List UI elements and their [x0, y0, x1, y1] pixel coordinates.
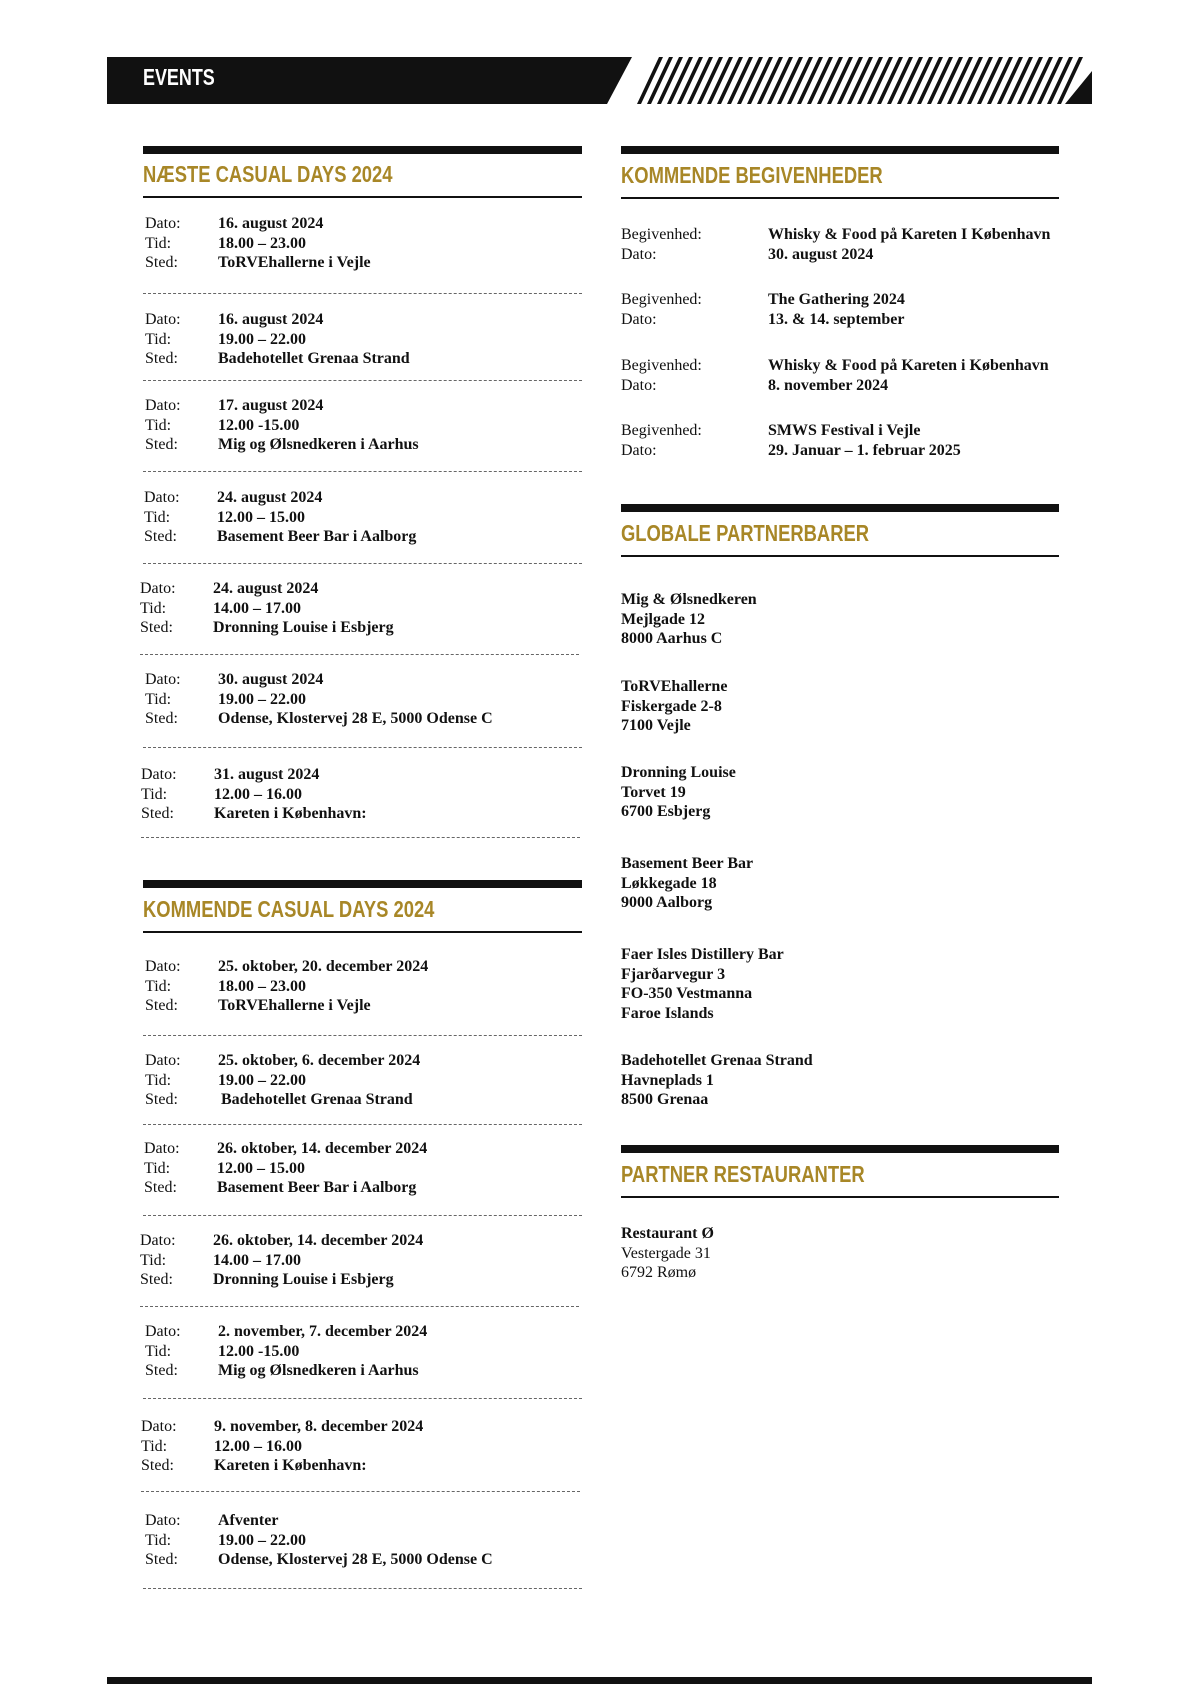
entry-time: 12.00 – 16.00: [214, 1437, 302, 1455]
event-label: Begivenhed:: [621, 291, 702, 308]
section-rule: [143, 931, 582, 933]
bar-name: Dronning Louise: [621, 764, 736, 781]
place-label: Sted:: [141, 1457, 174, 1474]
entry-time: 19.00 – 22.00: [218, 330, 306, 348]
entry-place: Mig og Ølsnedkeren i Aarhus: [218, 1362, 419, 1379]
bar-city: 6700 Esbjerg: [621, 803, 711, 820]
date-label: Dato:: [141, 766, 177, 783]
dashed-divider: [143, 1215, 582, 1216]
time-label: Tid:: [141, 785, 168, 803]
section-title-begivenheder: KOMMENDE BEGIVENHEDER: [621, 162, 883, 188]
place-label: Sted:: [141, 805, 174, 822]
entry-place: Badehotellet Grenaa Strand: [218, 350, 410, 367]
entry-time: 12.00 – 15.00: [217, 508, 305, 526]
section-rule: [621, 555, 1059, 557]
entry-place: ToRVEhallerne i Vejle: [218, 254, 371, 271]
bar-city: 8000 Aarhus C: [621, 630, 723, 647]
event-name: Whisky & Food på Kareten i København: [768, 357, 1049, 374]
date-label: Dato:: [145, 671, 181, 688]
date-label: Dato:: [621, 376, 657, 394]
bar-city: FO-350 Vestmanna: [621, 985, 753, 1002]
date-label: Dato:: [140, 580, 176, 597]
section-title-kommende-casual: KOMMENDE CASUAL DAYS 2024: [143, 896, 435, 922]
section-bar: [143, 880, 582, 888]
entry-place: Dronning Louise i Esbjerg: [213, 1271, 394, 1288]
entry-date: 16. august 2024: [218, 311, 324, 328]
event-entry: [145, 214, 371, 273]
place-label: Sted:: [144, 528, 177, 545]
dashed-divider: [140, 654, 579, 655]
dashed-divider: [143, 1124, 582, 1125]
event-entry: [140, 579, 394, 638]
entry-time: 18.00 – 23.00: [218, 234, 306, 252]
entry-date: 26. oktober, 14. december 2024: [213, 1232, 424, 1249]
upcoming-event: [621, 225, 1050, 264]
dashed-divider: [143, 1035, 582, 1036]
date-label: Dato:: [144, 489, 180, 506]
dashed-divider: [143, 293, 582, 294]
event-entry: [140, 1231, 423, 1290]
restaurant-name: Restaurant Ø: [621, 1225, 714, 1242]
event-entry: [144, 1139, 427, 1198]
date-label: Dato:: [141, 1418, 177, 1435]
bar-country: Faroe Islands: [621, 1004, 714, 1022]
entry-time: 19.00 – 22.00: [218, 1531, 306, 1549]
date-label: Dato:: [621, 310, 657, 328]
event-entry: [145, 310, 410, 369]
bar-street: Fjarðarvegur 3: [621, 965, 726, 983]
entry-date: 26. oktober, 14. december 2024: [217, 1140, 428, 1157]
date-label: Dato:: [145, 215, 181, 232]
bar-name: Badehotellet Grenaa Strand: [621, 1052, 813, 1069]
place-label: Sted:: [145, 1362, 178, 1379]
event-entry: [144, 488, 416, 547]
entry-place: ToRVEhallerne i Vejle: [218, 997, 371, 1014]
entry-time: 12.00 -15.00: [218, 416, 300, 434]
entry-time: 19.00 – 22.00: [218, 690, 306, 708]
entry-date: 30. august 2024: [218, 671, 324, 688]
event-name: SMWS Festival i Vejle: [768, 422, 921, 439]
event-entry: [145, 1511, 493, 1570]
partner-bar: [621, 854, 753, 913]
place-label: Sted:: [140, 619, 173, 636]
partner-bar: [621, 590, 757, 649]
bar-city: 7100 Vejle: [621, 717, 691, 734]
section-rule: [621, 197, 1059, 199]
entry-time: 19.00 – 22.00: [218, 1071, 306, 1089]
event-date: 13. & 14. september: [768, 310, 905, 328]
time-label: Tid:: [144, 1159, 171, 1177]
section-bar: [143, 146, 582, 154]
place-label: Sted:: [145, 254, 178, 271]
entry-place: Dronning Louise i Esbjerg: [213, 619, 394, 636]
dashed-divider: [141, 1491, 580, 1492]
place-label: Sted:: [145, 436, 178, 453]
bar-street: Fiskergade 2-8: [621, 697, 722, 715]
event-name: Whisky & Food på Kareten I København: [768, 226, 1051, 243]
dashed-divider: [141, 837, 580, 838]
entry-place: Kareten i København:: [214, 805, 367, 822]
section-rule: [143, 196, 582, 198]
date-label: Dato:: [145, 397, 181, 414]
entry-date: 17. august 2024: [218, 397, 324, 414]
dashed-divider: [140, 1306, 579, 1307]
upcoming-event: [621, 421, 961, 460]
entry-time: 18.00 – 23.00: [218, 977, 306, 995]
bar-street: Torvet 19: [621, 783, 686, 801]
event-entry: [141, 1417, 423, 1476]
banner-title: EVENTS: [143, 64, 215, 90]
entry-date: Afventer: [218, 1512, 279, 1529]
time-label: Tid:: [145, 977, 172, 995]
date-label: Dato:: [621, 245, 657, 263]
event-entry: [145, 1322, 427, 1381]
section-bar: [621, 504, 1059, 512]
time-label: Tid:: [140, 599, 167, 617]
entry-date: 16. august 2024: [218, 215, 324, 232]
bar-street: Mejlgade 12: [621, 610, 705, 628]
date-label: Dato:: [145, 958, 181, 975]
event-date: 30. august 2024: [768, 245, 874, 263]
place-label: Sted:: [144, 1179, 177, 1196]
section-bar: [621, 146, 1059, 154]
bar-name: ToRVEhallerne: [621, 678, 728, 695]
entry-place: Odense, Klostervej 28 E, 5000 Odense C: [218, 1551, 493, 1568]
entry-place: Basement Beer Bar i Aalborg: [217, 528, 417, 545]
bar-street: Løkkegade 18: [621, 874, 717, 892]
section-bar: [621, 1145, 1059, 1153]
event-label: Begivenhed:: [621, 226, 702, 243]
bar-city: 8500 Grenaa: [621, 1091, 709, 1108]
time-label: Tid:: [145, 416, 172, 434]
bar-street: Havneplads 1: [621, 1071, 714, 1089]
footer-bar: [107, 1677, 1092, 1684]
entry-place: Mig og Ølsnedkeren i Aarhus: [218, 436, 419, 453]
date-label: Dato:: [145, 1323, 181, 1340]
time-label: Tid:: [145, 1531, 172, 1549]
event-entry: [145, 1051, 420, 1110]
entry-place: Kareten i København:: [214, 1457, 367, 1474]
restaurant-city: 6792 Rømø: [621, 1264, 697, 1281]
bar-name: Faer Isles Distillery Bar: [621, 946, 784, 963]
event-entry: [141, 765, 367, 824]
time-label: Tid:: [145, 690, 172, 708]
place-label: Sted:: [140, 1271, 173, 1288]
partner-bar: [621, 945, 784, 1023]
event-label: Begivenhed:: [621, 357, 702, 374]
upcoming-event: [621, 356, 1049, 395]
time-label: Tid:: [141, 1437, 168, 1455]
section-title-restauranter: PARTNER RESTAURANTER: [621, 1161, 865, 1187]
partner-bar: [621, 763, 736, 822]
entry-time: 12.00 -15.00: [218, 1342, 300, 1360]
event-entry: [145, 670, 493, 729]
event-label: Begivenhed:: [621, 422, 702, 439]
entry-date: 31. august 2024: [214, 766, 320, 783]
place-label: Sted:: [145, 350, 178, 367]
date-label: Dato:: [144, 1140, 180, 1157]
bar-city: 9000 Aalborg: [621, 894, 713, 911]
entry-time: 12.00 – 15.00: [217, 1159, 305, 1177]
entry-time: 12.00 – 16.00: [214, 785, 302, 803]
dashed-divider: [143, 1588, 582, 1589]
restaurant-street: Vestergade 31: [621, 1244, 711, 1262]
entry-date: 9. november, 8. december 2024: [214, 1418, 424, 1435]
dashed-divider: [143, 471, 582, 472]
entry-date: 24. august 2024: [217, 489, 323, 506]
event-date: 8. november 2024: [768, 376, 889, 394]
entry-place: Odense, Klostervej 28 E, 5000 Odense C: [218, 710, 493, 727]
entry-date: 25. oktober, 6. december 2024: [218, 1052, 421, 1069]
date-label: Dato:: [145, 1052, 181, 1069]
event-entry: [145, 957, 428, 1016]
dashed-divider: [143, 1398, 582, 1399]
dashed-divider: [143, 563, 582, 564]
time-label: Tid:: [145, 234, 172, 252]
date-label: Dato:: [145, 1512, 181, 1529]
entry-date: 24. august 2024: [213, 580, 319, 597]
date-label: Dato:: [145, 311, 181, 328]
time-label: Tid:: [140, 1251, 167, 1269]
entry-date: 25. oktober, 20. december 2024: [218, 958, 429, 975]
entry-time: 14.00 – 17.00: [213, 1251, 301, 1269]
section-rule: [621, 1196, 1059, 1198]
date-label: Dato:: [140, 1232, 176, 1249]
section-title-naeste: NÆSTE CASUAL DAYS 2024: [143, 161, 393, 187]
place-label: Sted:: [145, 710, 178, 727]
place-label: Sted:: [145, 1091, 178, 1108]
dashed-divider: [143, 380, 582, 381]
partner-bar: [621, 677, 727, 736]
event-entry: [145, 396, 419, 455]
partner-bar: [621, 1051, 813, 1110]
section-title-partnerbarer: GLOBALE PARTNERBARER: [621, 520, 870, 546]
entry-place: Badehotellet Grenaa Strand: [221, 1091, 413, 1108]
time-label: Tid:: [145, 1071, 172, 1089]
time-label: Tid:: [144, 508, 171, 526]
upcoming-event: [621, 290, 905, 329]
event-date: 29. Januar – 1. februar 2025: [768, 441, 961, 459]
date-label: Dato:: [621, 441, 657, 459]
place-label: Sted:: [145, 1551, 178, 1568]
events-banner: [107, 57, 1092, 104]
entry-date: 2. november, 7. december 2024: [218, 1323, 428, 1340]
event-name: The Gathering 2024: [768, 291, 905, 308]
partner-restaurant: [621, 1224, 714, 1283]
entry-time: 14.00 – 17.00: [213, 599, 301, 617]
time-label: Tid:: [145, 330, 172, 348]
place-label: Sted:: [145, 997, 178, 1014]
time-label: Tid:: [145, 1342, 172, 1360]
bar-name: Mig & Ølsnedkeren: [621, 591, 757, 608]
bar-name: Basement Beer Bar: [621, 855, 754, 872]
entry-place: Basement Beer Bar i Aalborg: [217, 1179, 417, 1196]
dashed-divider: [143, 747, 582, 748]
